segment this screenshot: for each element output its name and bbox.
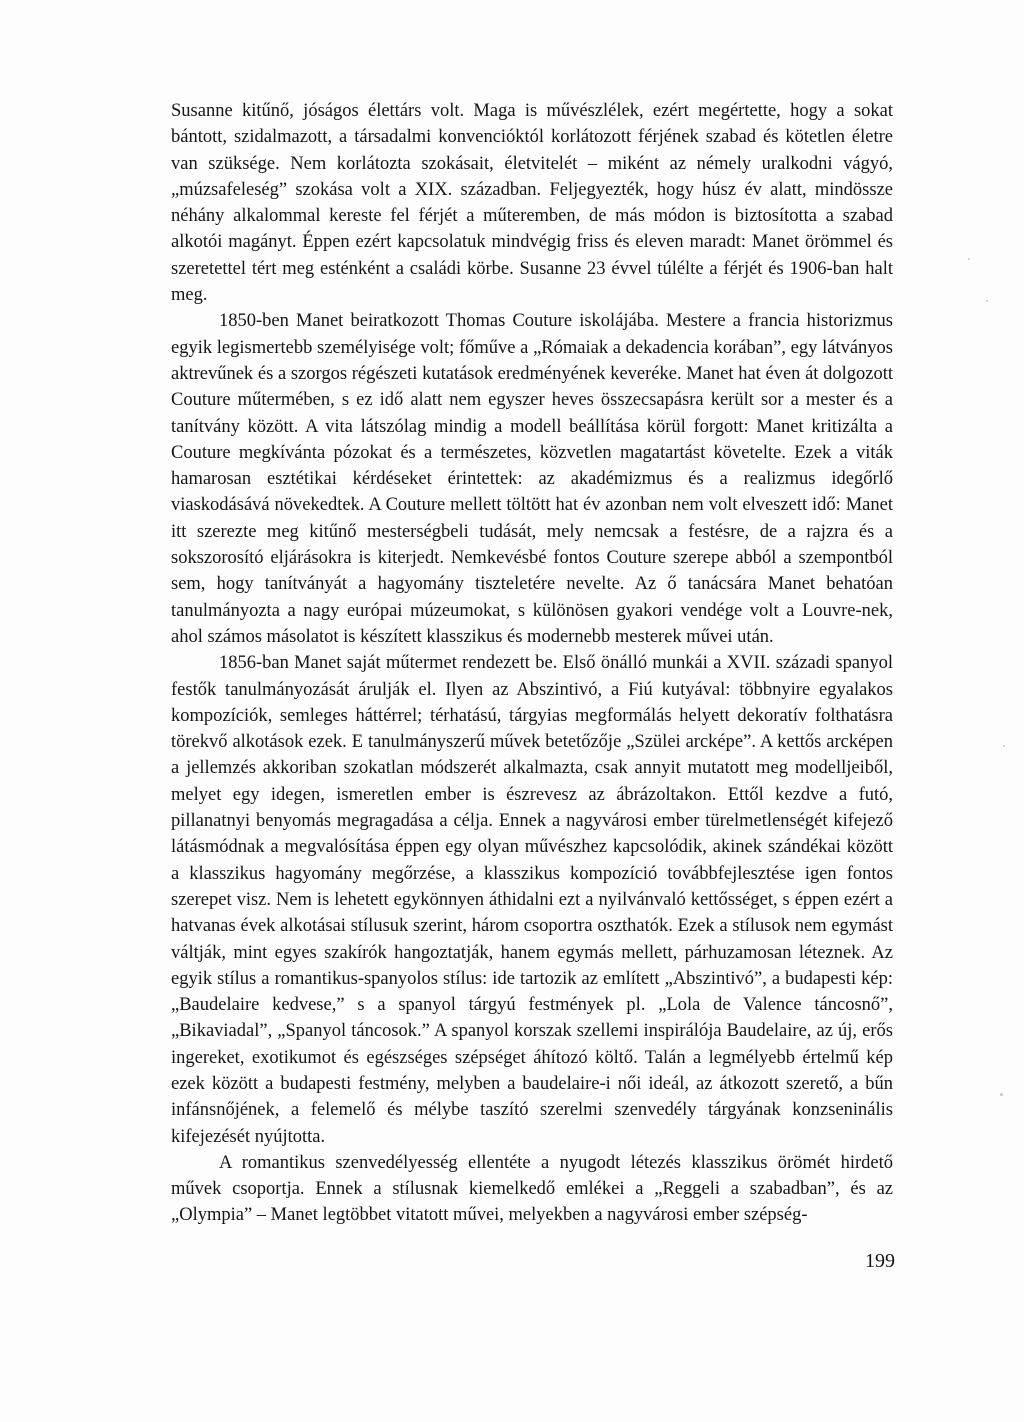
paragraph-4: A romantikus szenvedélyesség ellentéte a nyugodt létezés klasszikus örömét hirdető művek csoportja. Ennek a stílusnak kiemelkedő emlékei a „Reggeli a szabadban”, és az „Olympia” – Manet legtöbbet vitatott művei, melyekben a nagyvárosi ember szépség-	[171, 1152, 893, 1226]
page-number: 199	[865, 1250, 895, 1272]
body-text	[171, 98, 893, 1229]
scan-speck	[968, 258, 970, 260]
scan-speck	[1000, 1093, 1003, 1096]
paragraph-1: Susanne kitűnő, jóságos élettárs volt. Maga is művészlélek, ezért megértette, hogy a sokat bántott, szidalmazott, a társadalmi konvencióktól korlátozott férjének szabad és kötetlen életre van szüksége. Nem korlátozta szokásait, életvitelét – miként az némely uralkodni vágyó, „múzsafeleség” szokása volt a XIX. században. Feljegyezték, hogy húsz év alatt, mindössze néhány alkalommal kereste fel férjét a műteremben, de más módon is biztosította a szabad alkotói magányt. Éppen ezért kapcsolatuk mindvégig friss és eleven maradt: Manet örömmel és szeretettel tért meg esténként a családi körbe. Susanne 23 évvel túlélte a férjét és 1906-ban halt meg.	[171, 101, 893, 306]
paragraph-3: 1856-ban Manet saját műtermet rendezett be. Első önálló munkái a XVII. századi spanyol festők tanulmányozását árulják el. Ilyen az Abszintivó, a Fiú kutyával: többnyire egyalakos kompozíciók, semleges háttérrel; térhatású, tárgyias megformálás helyett dekoratív folthatásra törekvő alkotások ezek. E tanulmányszerű művek betetőzője „Szülei arcképe”. A kettős arcképen a jellemzés akkoriban szokatlan módszerét alkalmazta, csak annyit mutatott meg modelljeiből, melyet egy idegen, ismeretlen ember is észrevesz az ábrázoltakon. Ettől kezdve a futó, pillanatnyi benyomás megragadása a célja. Ennek a nagyvárosi ember türelmetlenségét kifejező látásmódnak a megvalósítása éppen egy olyan művészhez kapcsolódik, akinek szándékai között a klasszikus hagyomány megőrzése, a klasszikus kompozíció továbbfejlesztése igen fontos szerepet visz. Nem is lehetett egykönnyen áthidalni ezt a nyilvánvaló kettősséget, s éppen ezért a hatvanas évek alkotásai stílusuk szerint, három csoportra oszthatók. Ezek a stílusok nem egymást váltják, mint egyes szakírók hangoztatják, hanem egymás mellett, párhuzamosan léteznek. Az egyik stílus a romantikus-spanyolos stílus: ide tartozik az említett „Abszintivó”, a budapesti kép: „Baudelaire kedvese,” s a spanyol tárgyú festmények pl. „Lola de Valence táncosnő”, „Bikaviadal”, „Spanyol táncosok.” A spanyol korszak szellemi inspirálója Baudelaire, az új, erős ingereket, exotikumot és egészséges szépséget áhítozó költő. Talán a legmélyebb értelmű kép ezek között a budapesti festmény, melyben a baudelaire-i női ideál, az átkozott szerető, a bűn infánsnőjének, a felemelő és mélybe taszító szerelmi szenvedély tárgyának konzseninális kifejezését nyújtotta.	[171, 653, 893, 1147]
paragraph-2: 1850-ben Manet beiratkozott Thomas Couture iskolájába. Mestere a francia historizmus egyik legismertebb személyisége volt; főműve a „Rómaiak a dekadencia korában”, egy látványos aktrevűnek és a szorgos régészeti kutatások eredményének keveréke. Manet hat éven át dolgozott Couture műtermében, s ez idő alatt nem egyszer heves összecsapásra került sor a mester és a tanítvány között. A vita látszólag mindig a modell beállítása körül forgott: Manet kritizálta a Couture megkívánta pózokat és a természetes, közvetlen magatartást követelte. Ezek a viták hamarosan esztétikai kérdéseket érintettek: az akadémizmus és a realizmus idegőrlő viaskodásává növekedtek. A Couture mellett töltött hat év azonban nem volt elveszett idő: Manet itt szerezte meg kitűnő mesterségbeli tudását, mely nemcsak a festésre, de a rajzra és a sokszorosító eljárásokra is kiterjedt. Nemkevésbé fontos Couture szerepe abból a szempontból sem, hogy tanítványát a hagyomány tiszteletére nevelte. Az ő tanácsára Manet behatóan tanulmányozta a nagy európai múzeumokat, s különösen gyakori vendége volt a Louvre-nek, ahol számos másolatot is készített klasszikus és modernebb mesterek művei után.	[171, 311, 893, 647]
scan-speck	[1003, 745, 1005, 747]
scan-speck	[986, 300, 988, 302]
